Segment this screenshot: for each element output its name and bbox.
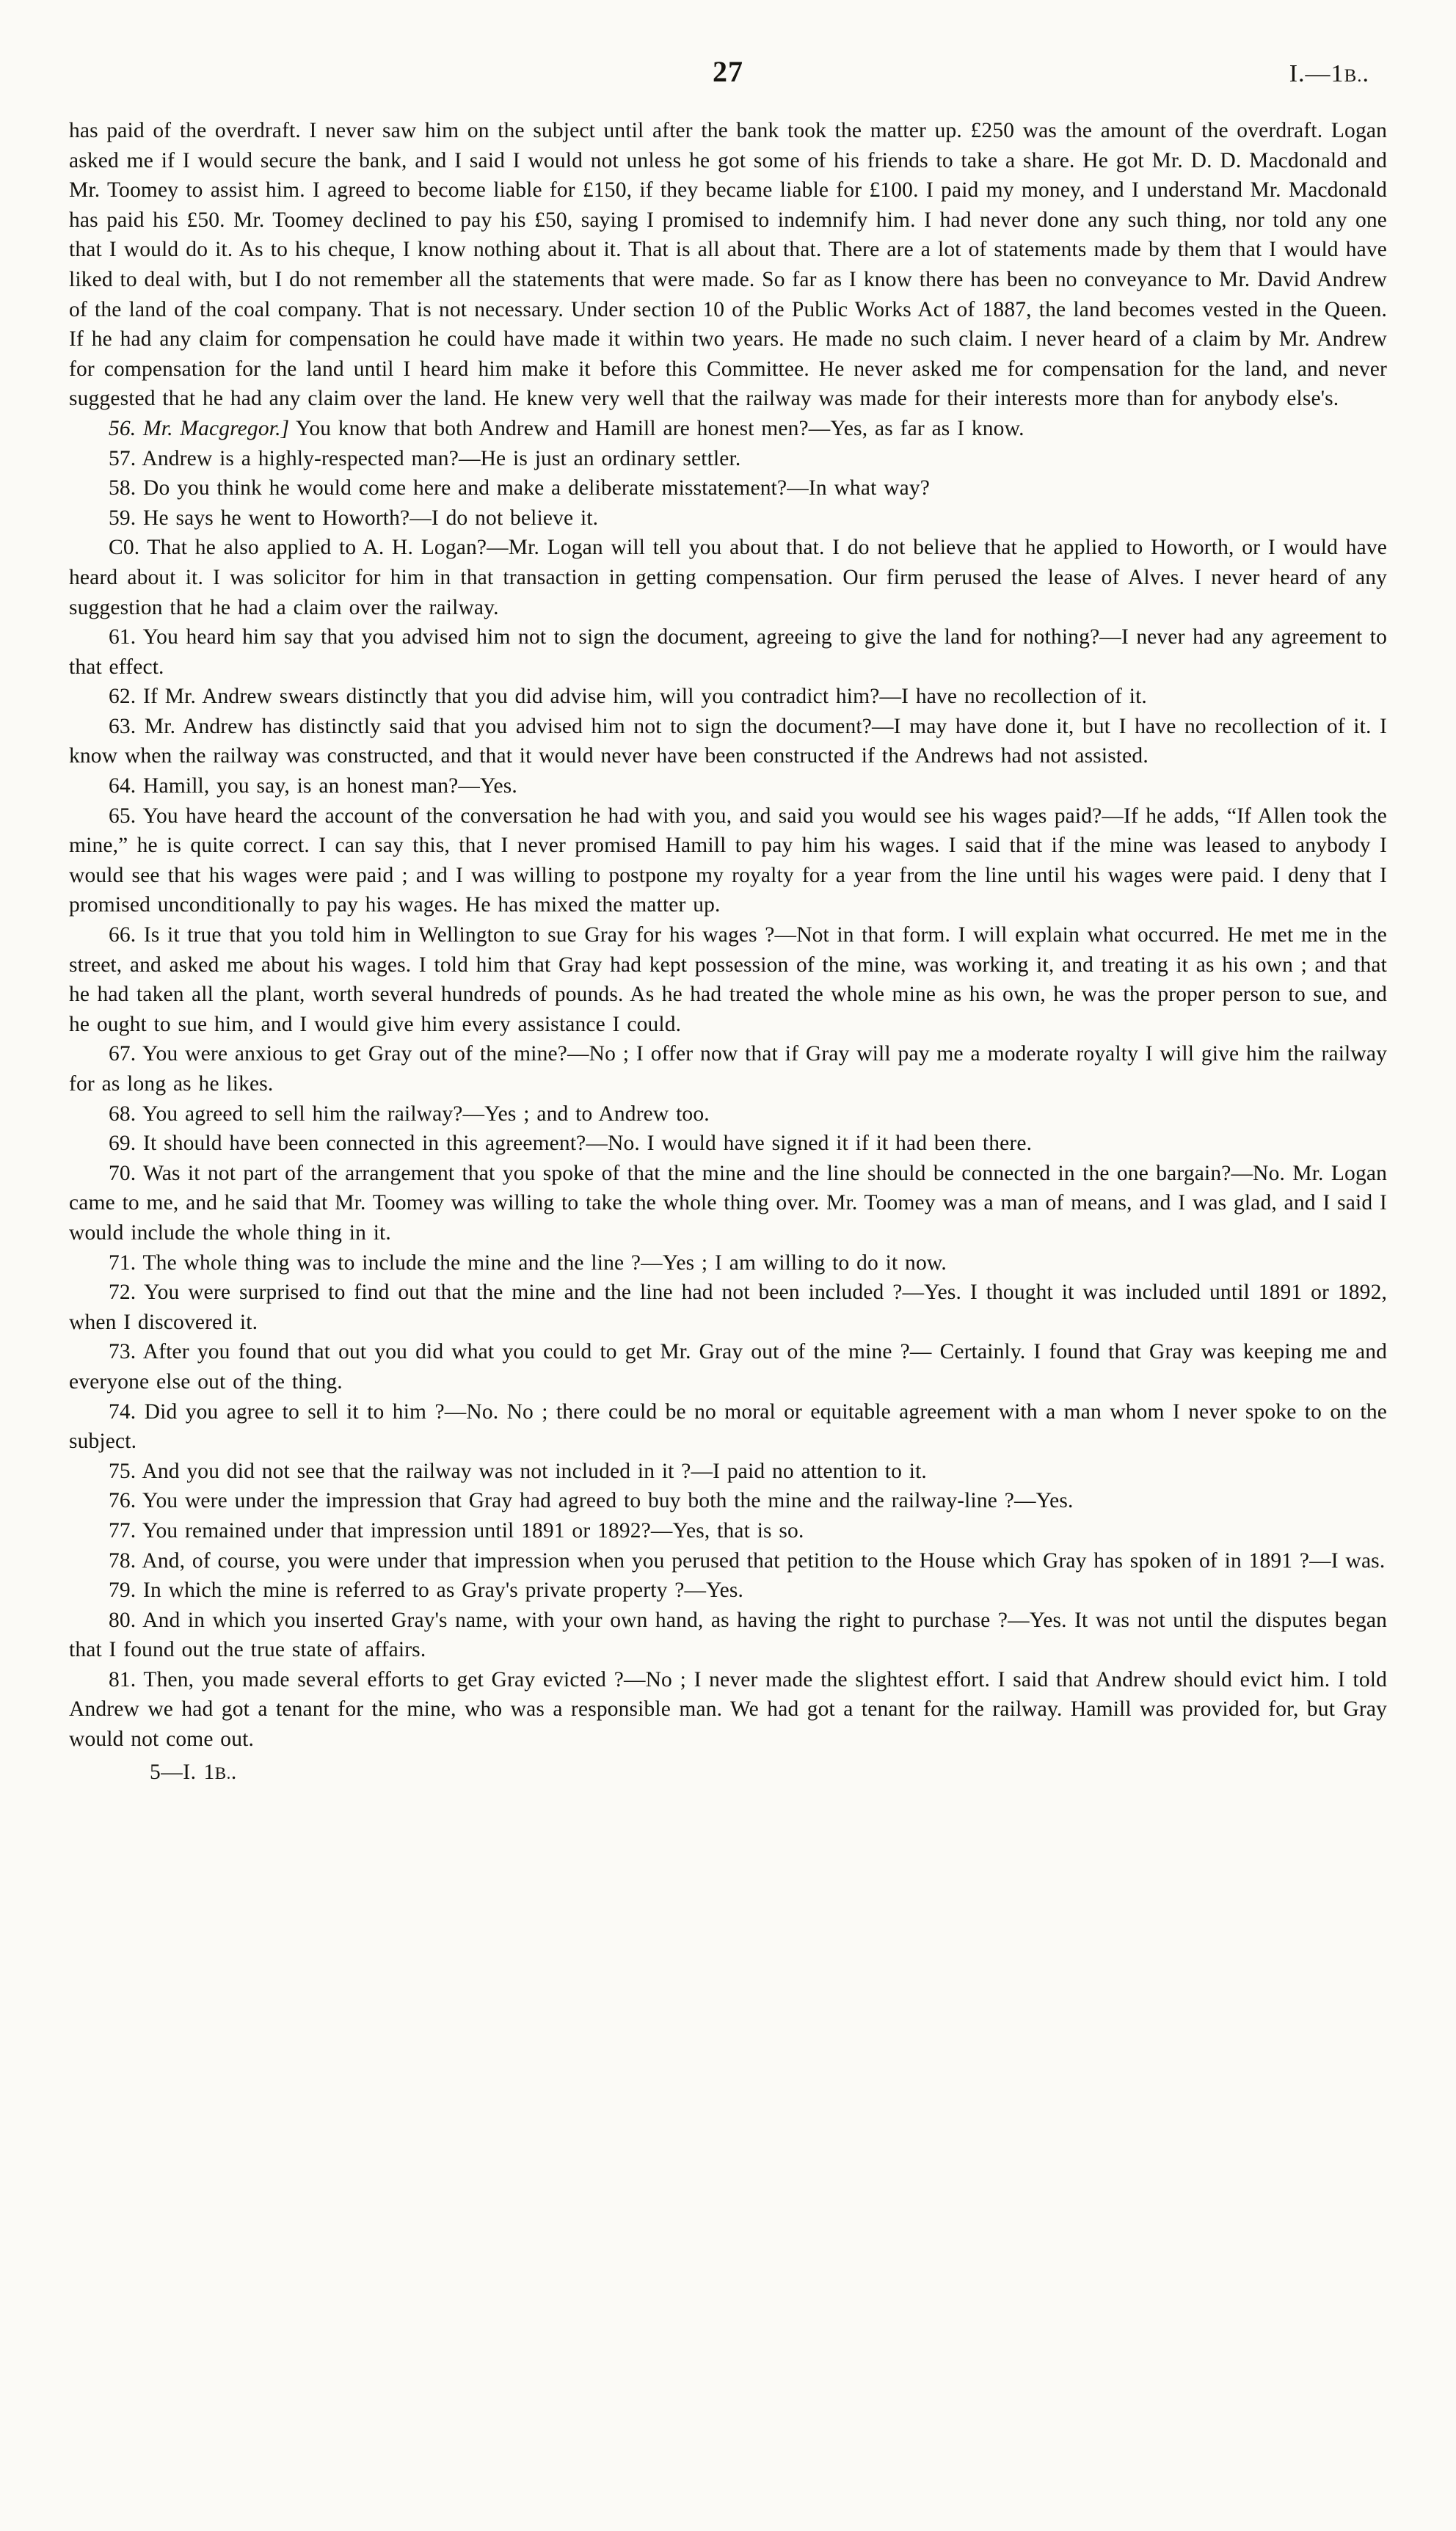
body-text: [65, 116, 1391, 1788]
para-75: 75. And you did not see that the railway was not included in it ?—I paid no attention to it.: [109, 1459, 927, 1483]
para-80: 80. And in which you inserted Gray's name, with your own hand, as having the right to purchase ?—Yes. It was not until the disputes began that I found out the true state of affairs.: [69, 1608, 1387, 1662]
para-65: 65. You have heard the account of the conversation he had with you, and said you would see his wages paid?—If he adds, “If Allen took the mine,” he is quite correct. I can say this, that I never promised Hamill to pay him his wages. I said that if the mine was leased to anybody I would see that his wages were paid ; and I was willing to postpone my royalty for a year from the line until his wages were paid. I deny that I promised unconditionally to pay his wages. He has mixed the matter up.: [69, 804, 1387, 917]
para-56-text: You know that both Andrew and Hamill are honest men?—Yes, as far as I know.: [289, 416, 1024, 440]
footer-suffix: B.: [214, 1763, 231, 1782]
para-78: 78. And, of course, you were under that impression when you perused that petition to the House which Gray has spoken of in 1891 ?—I was.: [109, 1548, 1386, 1573]
para-56: [69, 414, 1387, 444]
folio-suffix: B.: [1344, 66, 1363, 86]
para-59: 59. He says he went to Howorth?—I do not believe it.: [109, 506, 599, 530]
page-content: [65, 44, 1391, 1788]
para-79: 79. In which the mine is referred to as Gray's private property ?—Yes.: [109, 1578, 743, 1603]
para-72: 72. You were surprised to find out that the mine and the line had not been included ?—Yes. I thought it was included until 1891 or 1892, when I discovered it.: [69, 1281, 1387, 1334]
para-60: C0. That he also applied to A. H. Logan?—Mr. Logan will tell you about that. I do not believe that he applied to Howorth, or I would have heard about it. I was solicitor for him in that transaction in getting compensation. Our firm perused the lease of Alves. I never heard of any suggestion that he had a claim over the railway.: [69, 536, 1387, 619]
page-number: 27: [713, 55, 743, 88]
folio-text: I.—1: [1289, 60, 1344, 87]
para-64: 64. Hamill, you say, is an honest man?—Yes.: [109, 774, 517, 798]
para-56-speaker: 56. Mr. Macgregor.]: [109, 416, 290, 440]
para-76: 76. You were under the impression that Gray had agreed to buy both the mine and the railway-line ?—Yes.: [109, 1489, 1074, 1513]
page-footer-signature: 5—I. 1B..: [150, 1760, 237, 1784]
para-overdraft: has paid of the overdraft. I never saw him on the subject until after the bank took the matter up. £250 was the amount of the overdraft. Logan asked me if I would secure the bank, and I said I would not unless he got some of his friends to take a share. He got Mr. D. D. Macdonald and Mr. Toomey to assist him. I agreed to become liable for £150, if they became liable for £100. I paid my money, and I understand Mr. Macdonald has paid his £50. Mr. Toomey declined to pay his £50, saying I promised to indemnify him. I had never done any such thing, nor told any one that I would do it. As to his cheque, I know nothing about it. That is all about that. There are a lot of statements made by them that I would have liked to deal with, but I do not remember all the statements that were made. So far as I know there has been no conveyance to Mr. David Andrew of the land of the coal company. That is not necessary. Under section 10 of the Public Works Act of 1887, the land becomes vested in the Queen. If he had any claim for compensation he could have made it within two years. He made no such claim. I never heard of a claim by Mr. Andrew for compensation for the land until I heard him make it before this Committee. He never asked me for compensation for the land, and never suggested that he had any claim over the land. He knew very well that the railway was made for their interests more than for anybody else's.: [69, 119, 1387, 411]
para-77: 77. You remained under that impression until 1891 or 1892?—Yes, that is so.: [109, 1518, 804, 1543]
para-68: 68. You agreed to sell him the railway?—Yes ; and to Andrew too.: [109, 1101, 710, 1126]
para-73: 73. After you found that out you did what you could to get Mr. Gray out of the mine ?— Certainly. I found that Gray was keeping me and everyone else out of the thing.: [69, 1340, 1387, 1394]
para-66: 66. Is it true that you told him in Wellington to sue Gray for his wages ?—Not in that form. I will explain what occurred. He met me in the street, and asked me about his wages. I told him that Gray had kept possession of the mine, was working it, and treating it as his own ; and that he had taken all the plant, worth several hundreds of pounds. As he had treated the whole mine as his own, he was the proper person to sue, and he ought to sue him, and I would give him every assistance I could.: [69, 923, 1387, 1036]
folio-label: I.—1B..: [1289, 60, 1369, 87]
para-70: 70. Was it not part of the arrangement that you spoke of that the mine and the line should be connected in the one bargain?—No. Mr. Logan came to me, and he said that Mr. Toomey was willing to take the whole thing over. Mr. Toomey was a man of means, and I was glad, and I said I would include the whole thing in it.: [69, 1161, 1387, 1245]
para-74: 74. Did you agree to sell it to him ?—No. No ; there could be no moral or equitable agreement with a man whom I never spoke to on the subject.: [69, 1399, 1387, 1454]
para-62: 62. If Mr. Andrew swears distinctly that you did advise him, will you contradict him?—I have no recollection of it.: [109, 685, 1147, 709]
page-header: [65, 44, 1391, 112]
para-58: 58. Do you think he would come here and make a deliberate misstatement?—In what way?: [109, 476, 930, 500]
para-61: 61. You heard him say that you advised him not to sign the document, agreeing to give the land for nothing?—I never had any agreement to that effect.: [69, 625, 1387, 679]
footer-text: 5—I. 1: [150, 1760, 215, 1784]
para-71: 71. The whole thing was to include the mine and the line ?—Yes ; I am willing to do it now.: [109, 1250, 947, 1275]
para-67: 67. You were anxious to get Gray out of the mine?—No ; I offer now that if Gray will pay me a moderate royalty I will give him the railway for as long as he likes.: [69, 1042, 1387, 1096]
para-63: 63. Mr. Andrew has distinctly said that you advised him not to sign the document?—I may have done it, but I have no recollection of it. I know when the railway was constructed, and that it would never have been constructed if the Andrews had not assisted.: [69, 714, 1387, 768]
para-69: 69. It should have been connected in this agreement?—No. I would have signed it if it had been there.: [109, 1132, 1033, 1156]
para-81: 81. Then, you made several efforts to get Gray evicted ?—No ; I never made the slightest effort. I said that Andrew should evict him. I told Andrew we had got a tenant for the mine, who was a responsible man. We had got a tenant for the railway. Hamill was provided for, but Gray would not come out.: [69, 1667, 1387, 1752]
para-57: 57. Andrew is a highly-respected man?—He is just an ordinary settler.: [109, 446, 741, 470]
